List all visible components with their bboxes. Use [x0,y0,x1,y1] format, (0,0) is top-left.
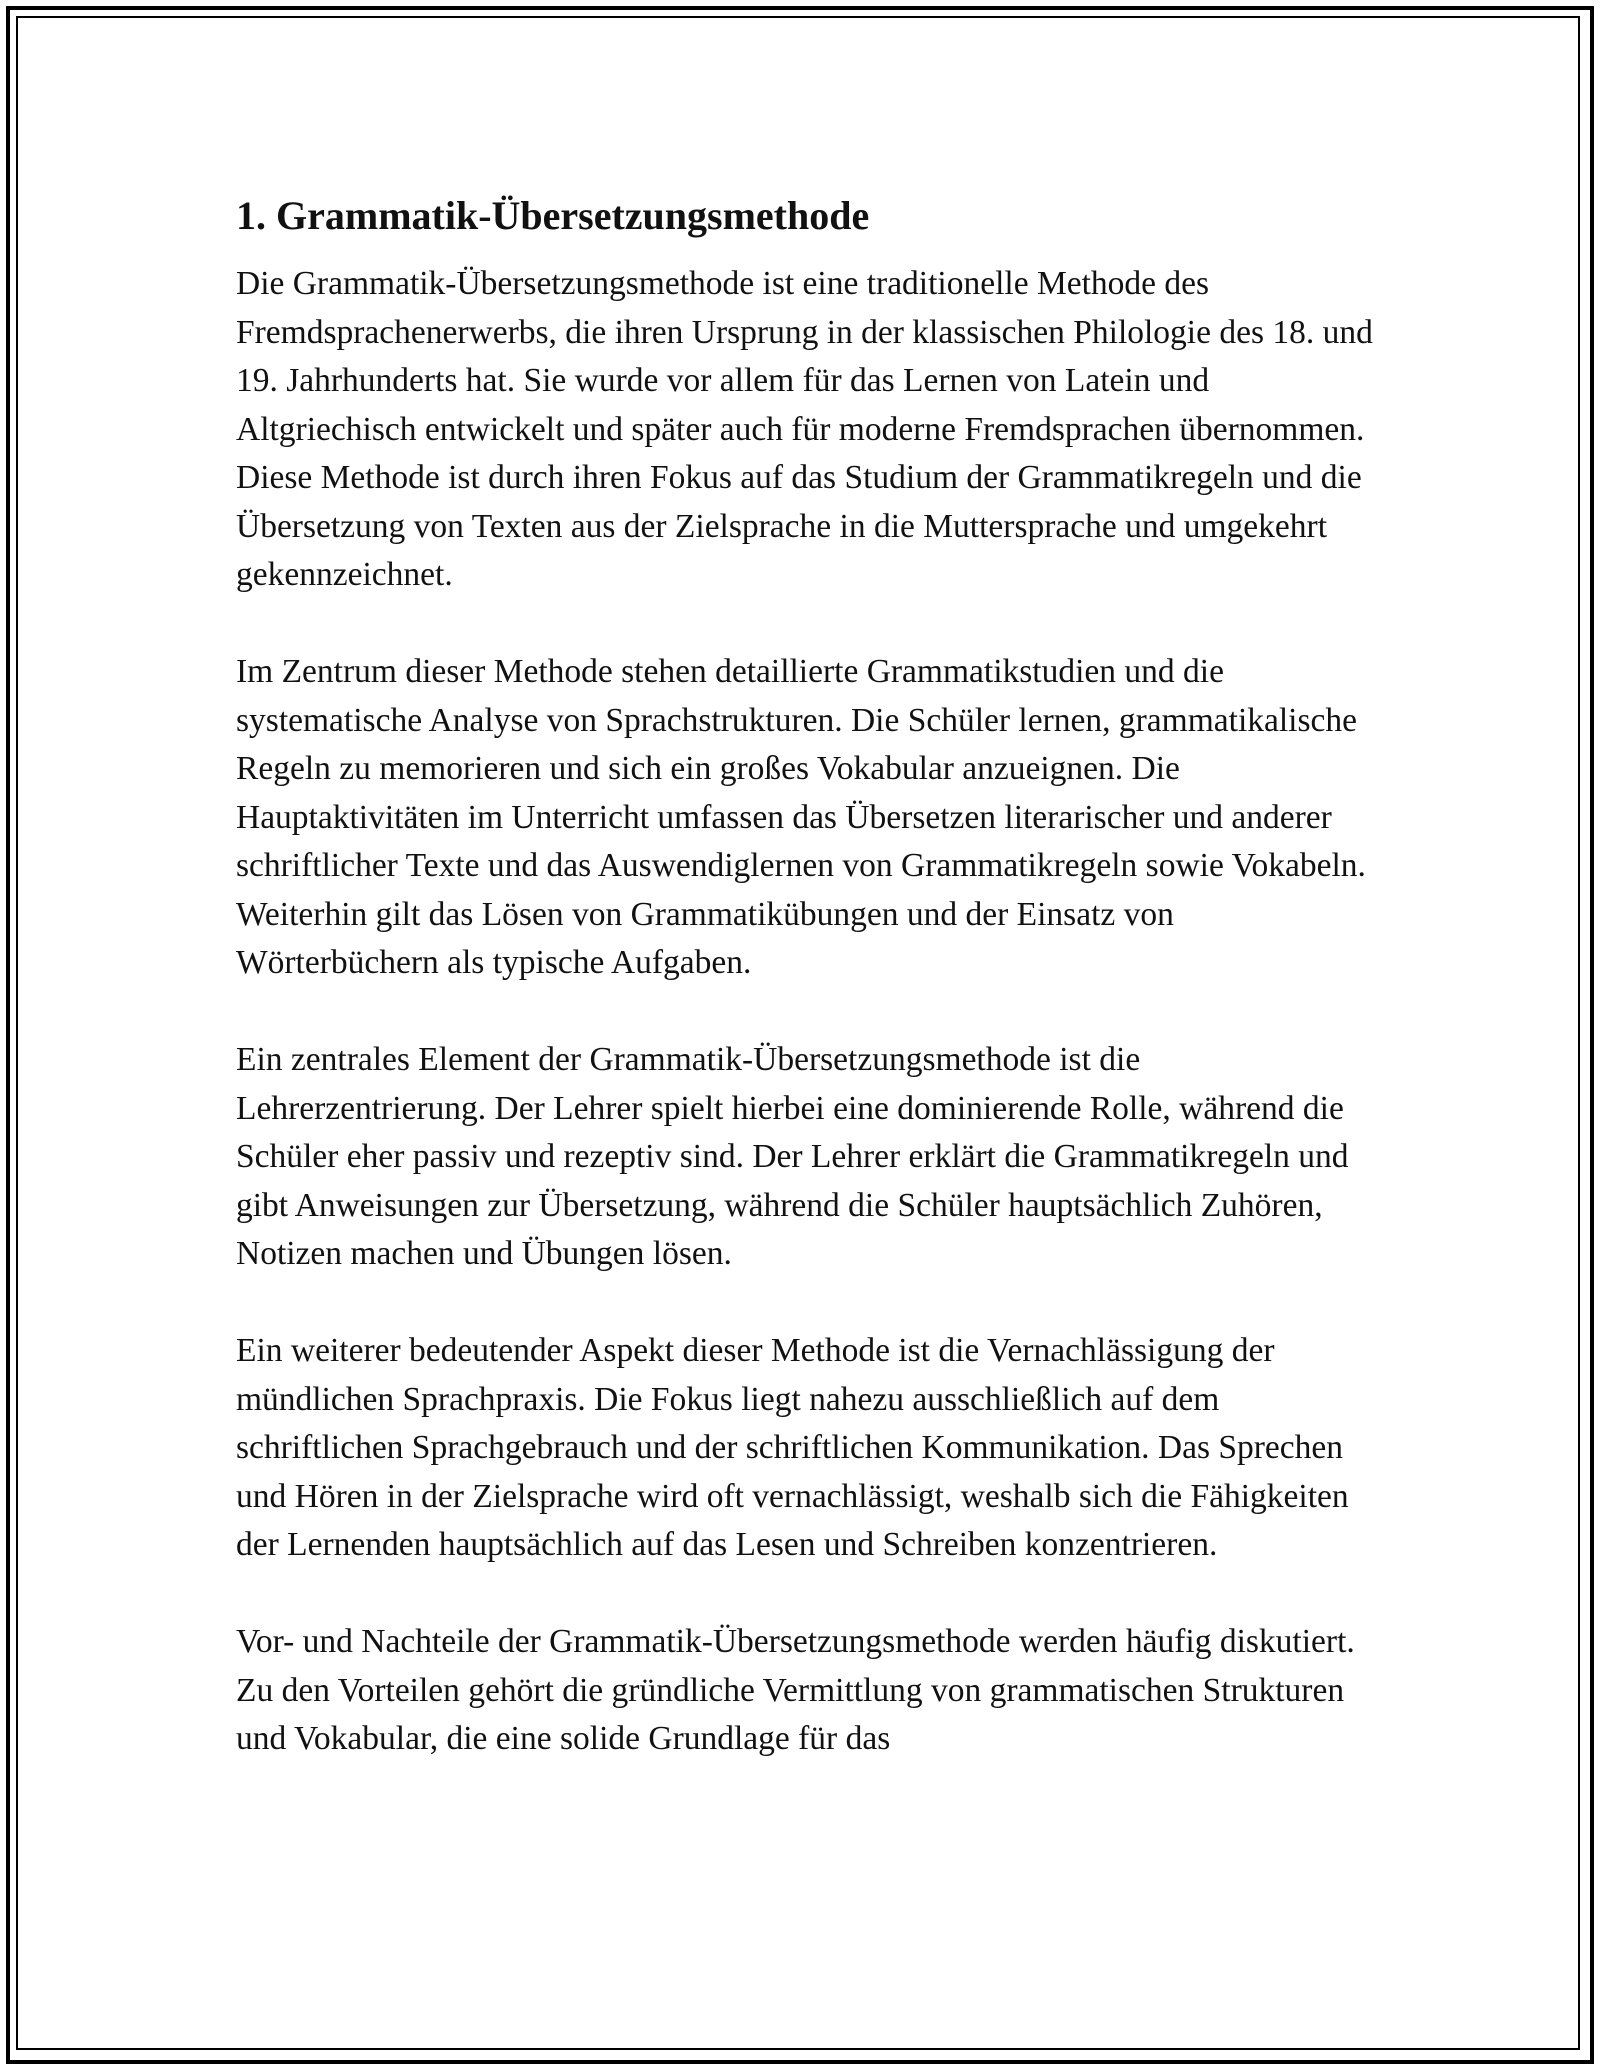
paragraph-4: Ein weiterer bedeutender Aspekt dieser Methode ist die Vernachlässigung der mündlichen Sprachpraxis. Die Fokus liegt nahezu ausschließlich auf dem schriftlichen Sprachgebrauch und der schriftlichen Kommunikation. Das Sprechen und Hören in der Zielsprache wird oft vernachlässigt, weshalb sich die Fähigkeiten der Lernenden hauptsächlich auf das Lesen und Schreiben konzentrieren. [236,1332,1349,1563]
paragraph-5: Vor- und Nachteile der Grammatik-Übersetzungsmethode werden häufig diskutiert. Zu den Vorteilen gehört die gründliche Vermittlung von grammatischen Strukturen und Vokabular, die eine solide Grundlage für das [236,1623,1355,1757]
paragraph-1: Die Grammatik-Übersetzungsmethode ist eine traditionelle Methode des Fremdsprachenerwerbs, die ihren Ursprung in der klassischen Philologie des 18. und 19. Jahrhunderts hat. Sie wurde vor allem für das Lernen von Latein und Altgriechisch entwickelt und später auch für moderne Fremdsprachen übernommen. Diese Methode ist durch ihren Fokus auf das Studium der Grammatikregeln und die Übersetzung von Texten aus der Zielsprache in die Muttersprache und umgekehrt gekennzeichnet. [236,265,1373,593]
paragraph-2: Im Zentrum dieser Methode stehen detaillierte Grammatikstudien und die systematische Analyse von Sprachstrukturen. Die Schüler lernen, grammatikalische Regeln zu memorieren und sich ein großes Vokabular anzueignen. Die Hauptaktivitäten im Unterricht umfassen das Übersetzen literarischer und anderer schriftlicher Texte und das Auswendiglernen von Grammatikregeln sowie Vokabeln. Weiterhin gilt das Lösen von Grammatikübungen und der Einsatz von Wörterbüchern als typische Aufgaben. [236,653,1366,981]
document-body [236,180,1376,1812]
section-heading: 1. Grammatik-Übersetzungsmethode [236,193,870,238]
paragraph-3: Ein zentrales Element der Grammatik-Übersetzungsmethode ist die Lehrerzentrierung. Der Lehrer spielt hierbei eine dominierende Rolle, während die Schüler eher passiv und rezeptiv sind. Der Lehrer erklärt die Grammatikregeln und gibt Anweisungen zur Übersetzung, während die Schüler hauptsächlich Zuhören, Notizen machen und Übungen lösen. [236,1041,1349,1272]
